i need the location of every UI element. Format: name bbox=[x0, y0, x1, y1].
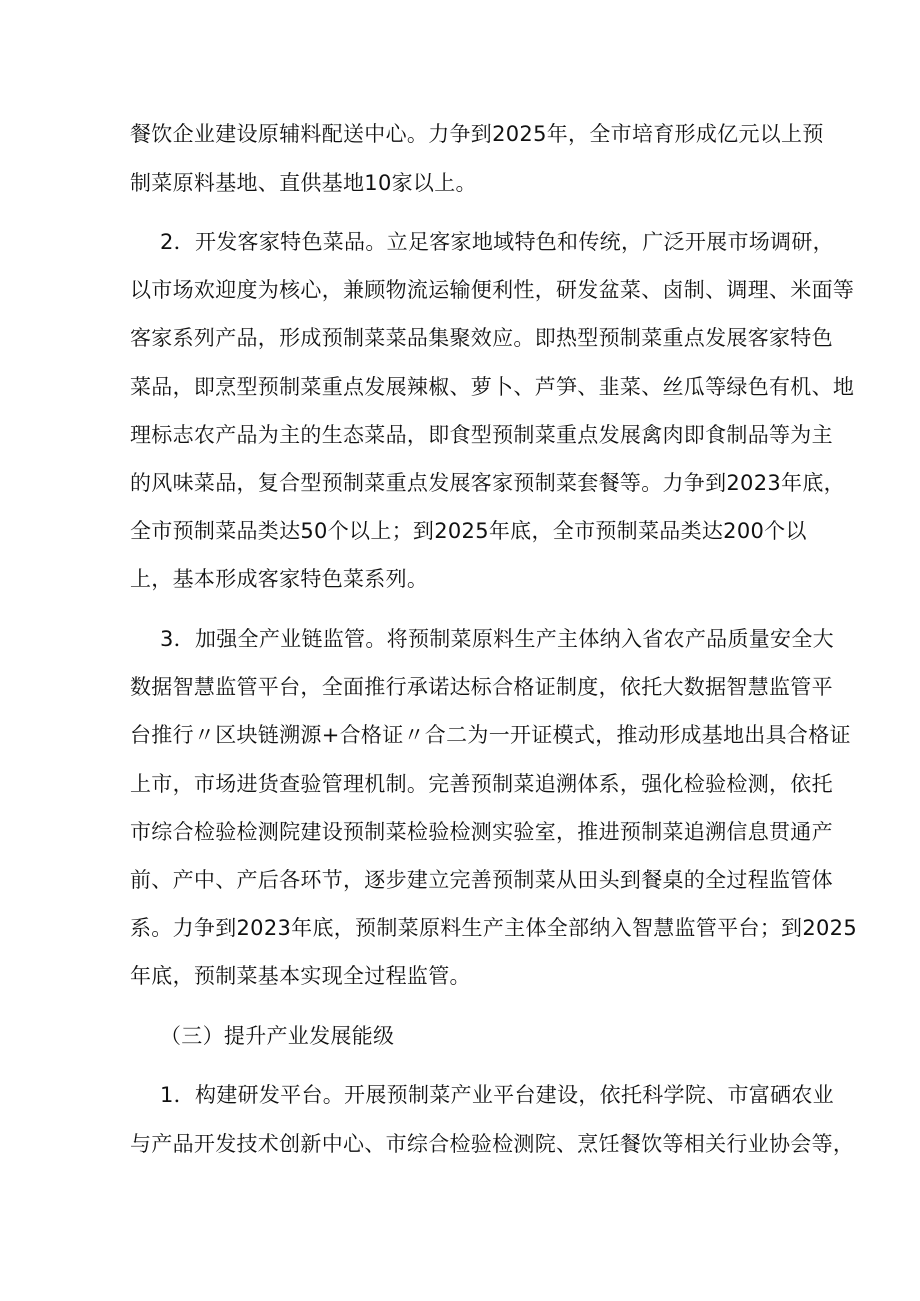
paragraph-line: 制菜原料基地、直供基地10家以上。 bbox=[130, 171, 477, 195]
paragraph-line: 全市预制菜品类达50个以上；到2025年底，全市预制菜品类达200个以 bbox=[130, 519, 807, 543]
paragraph-line: 餐饮企业建设原辅料配送中心。力争到2025年，全市培育形成亿元以上预 bbox=[130, 122, 824, 146]
paragraph-line: 上市，市场进货查验管理机制。完善预制菜追溯体系，强化检验检测，依托 bbox=[130, 772, 833, 796]
paragraph-line: 的风味菜品，复合型预制菜重点发展客家预制菜套餐等。力争到2023年底， bbox=[130, 471, 845, 495]
paragraph-line: 2．开发客家特色菜品。立足客家地域特色和传统，广泛开展市场调研， bbox=[160, 230, 834, 254]
paragraph-line: 台推行〃区块链溯源+合格证〃合二为一开证模式，推动形成基地出具合格证 bbox=[130, 723, 851, 747]
paragraph-line: 理标志农产品为主的生态菜品，即食型预制菜重点发展禽肉即食制品等为主 bbox=[130, 423, 833, 447]
paragraph-line: 以市场欢迎度为核心，兼顾物流运输便利性，研发盆菜、卤制、调理、米面等 bbox=[130, 278, 855, 302]
paragraph-line: 前、产中、产后各环节，逐步建立完善预制菜从田头到餐桌的全过程监管体 bbox=[130, 868, 833, 892]
paragraph-line: 菜品，即烹型预制菜重点发展辣椒、萝卜、芦笋、韭菜、丝瓜等绿色有机、地 bbox=[130, 375, 855, 399]
paragraph-line: 上，基本形成客家特色菜系列。 bbox=[130, 567, 429, 591]
paragraph-line: 数据智慧监管平台，全面推行承诺达标合格证制度，依托大数据智慧监管平 bbox=[130, 675, 833, 699]
paragraph-line: 3．加强全产业链监管。将预制菜原料生产主体纳入省农产品质量安全大 bbox=[160, 627, 834, 651]
section-heading: （三）提升产业发展能级 bbox=[160, 1024, 395, 1048]
paragraph-line: 年底，预制菜基本实现全过程监管。 bbox=[130, 964, 471, 988]
paragraph-line: 系。力争到2023年底，预制菜原料生产主体全部纳入智慧监管平台；到2025 bbox=[130, 916, 857, 940]
paragraph-line: 市综合检验检测院建设预制菜检验检测实验室，推进预制菜追溯信息贯通产 bbox=[130, 820, 833, 844]
paragraph-line: 与产品开发技术创新中心、市综合检验检测院、烹饪餐饮等相关行业协会等， bbox=[130, 1132, 855, 1156]
paragraph-line: 客家系列产品，形成预制菜菜品集聚效应。即热型预制菜重点发展客家特色 bbox=[130, 326, 833, 350]
paragraph-line: 1．构建研发平台。开展预制菜产业平台建设，依托科学院、市富硒农业 bbox=[160, 1083, 834, 1107]
